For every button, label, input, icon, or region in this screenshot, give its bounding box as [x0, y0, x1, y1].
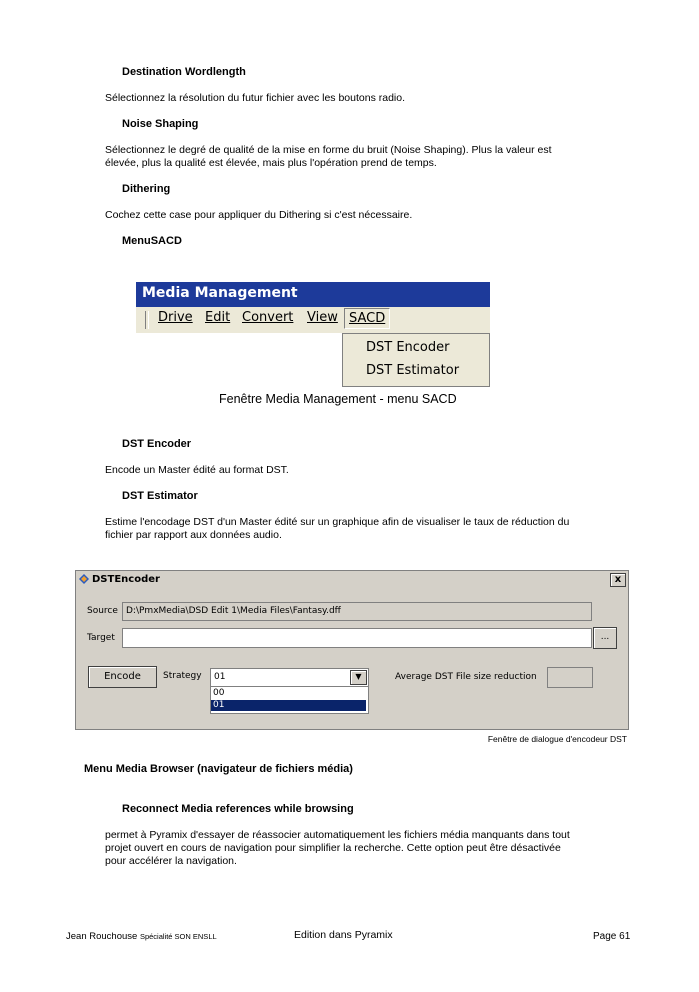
- paragraph: pour accélérer la navigation.: [105, 855, 237, 867]
- page-number: Page 61: [593, 931, 631, 942]
- paragraph: Cochez cette case pour appliquer du Dithering si c'est nécessaire.: [105, 209, 413, 221]
- heading-menusacd: MenuSACD: [122, 235, 182, 247]
- menubar-grip: [145, 311, 149, 329]
- menu-sacd[interactable]: SACD: [344, 308, 390, 329]
- target-label: Target: [87, 633, 115, 643]
- media-management-figure: [136, 282, 490, 390]
- paragraph: projet ouvert en cours de navigation pour simplifier la recherche. Cette option peut être désactivée: [105, 842, 561, 854]
- figure-caption: Fenêtre Media Management - menu SACD: [219, 392, 457, 406]
- app-icon: [79, 574, 89, 584]
- paragraph: fichier par rapport aux données audio.: [105, 529, 282, 541]
- option-00[interactable]: 00: [213, 688, 225, 698]
- paragraph: Estime l'encodage DST d'un Master édité sur un graphique afin de visualiser le taux de réduction du: [105, 516, 570, 528]
- source-field: [122, 602, 592, 621]
- menubar: [136, 307, 490, 333]
- encode-button[interactable]: Encode: [88, 666, 157, 688]
- footer-author: [66, 931, 217, 942]
- menu-edit[interactable]: Edit: [205, 310, 231, 325]
- paragraph: permet à Pyramix d'essayer de réassocier automatiquement les fichiers média manquants dans tout: [105, 829, 570, 841]
- avg-reduction-value: [547, 667, 593, 688]
- menu-view[interactable]: View: [307, 310, 338, 325]
- target-input[interactable]: [122, 628, 592, 648]
- heading-destination-wordlength: Destination Wordlength: [122, 66, 246, 78]
- paragraph: Encode un Master édité au format DST.: [105, 464, 289, 476]
- footer-author-name: Jean Rouchouse: [66, 931, 138, 942]
- strategy-options-list: [210, 686, 369, 714]
- strategy-select[interactable]: [210, 668, 369, 687]
- menu-drive[interactable]: Drive: [158, 310, 193, 325]
- paragraph: élevée, plus la qualité est élevée, mais plus l'opération prend de temps.: [105, 157, 437, 169]
- browse-button[interactable]: ...: [593, 627, 617, 649]
- strategy-value: 01: [214, 672, 226, 682]
- heading-noise-shaping: Noise Shaping: [122, 118, 199, 130]
- chevron-down-icon[interactable]: ▼: [350, 670, 367, 685]
- menu-item-dst-estimator[interactable]: DST Estimator: [366, 363, 460, 378]
- sacd-dropdown: [342, 333, 490, 387]
- menu-item-dst-encoder[interactable]: DST Encoder: [366, 340, 450, 355]
- dialog-caption: Fenêtre de dialogue d'encodeur DST: [487, 734, 627, 744]
- window-title: Media Management: [136, 282, 490, 307]
- heading-dst-estimator: DST Estimator: [122, 490, 198, 502]
- paragraph: Sélectionnez le degré de qualité de la mise en forme du bruit (Noise Shaping). Plus la valeur est: [105, 144, 552, 156]
- option-01[interactable]: 01: [211, 700, 366, 711]
- footer-affiliation: Spécialité SON ENSLL: [139, 932, 217, 941]
- dialog-title: DSTEncoder: [76, 571, 628, 588]
- heading-reconnect-media: Reconnect Media references while browsing: [122, 803, 354, 815]
- section-title-media-browser: Menu Media Browser (navigateur de fichiers média): [84, 763, 353, 775]
- paragraph: Sélectionnez la résolution du futur fichier avec les boutons radio.: [105, 92, 406, 104]
- dst-encoder-dialog: [75, 570, 629, 730]
- source-label: Source: [87, 606, 118, 616]
- heading-dst-encoder: DST Encoder: [122, 438, 192, 450]
- footer-center: Edition dans Pyramix: [294, 929, 393, 941]
- close-button[interactable]: x: [610, 573, 626, 587]
- heading-dithering: Dithering: [122, 183, 171, 195]
- menu-convert[interactable]: Convert: [242, 310, 294, 325]
- strategy-label: Strategy: [163, 671, 202, 681]
- avg-reduction-label: Average DST File size reduction: [395, 672, 537, 682]
- source-value: D:\PmxMedia\DSD Edit 1\Media Files\Fantasy.dff: [126, 606, 341, 616]
